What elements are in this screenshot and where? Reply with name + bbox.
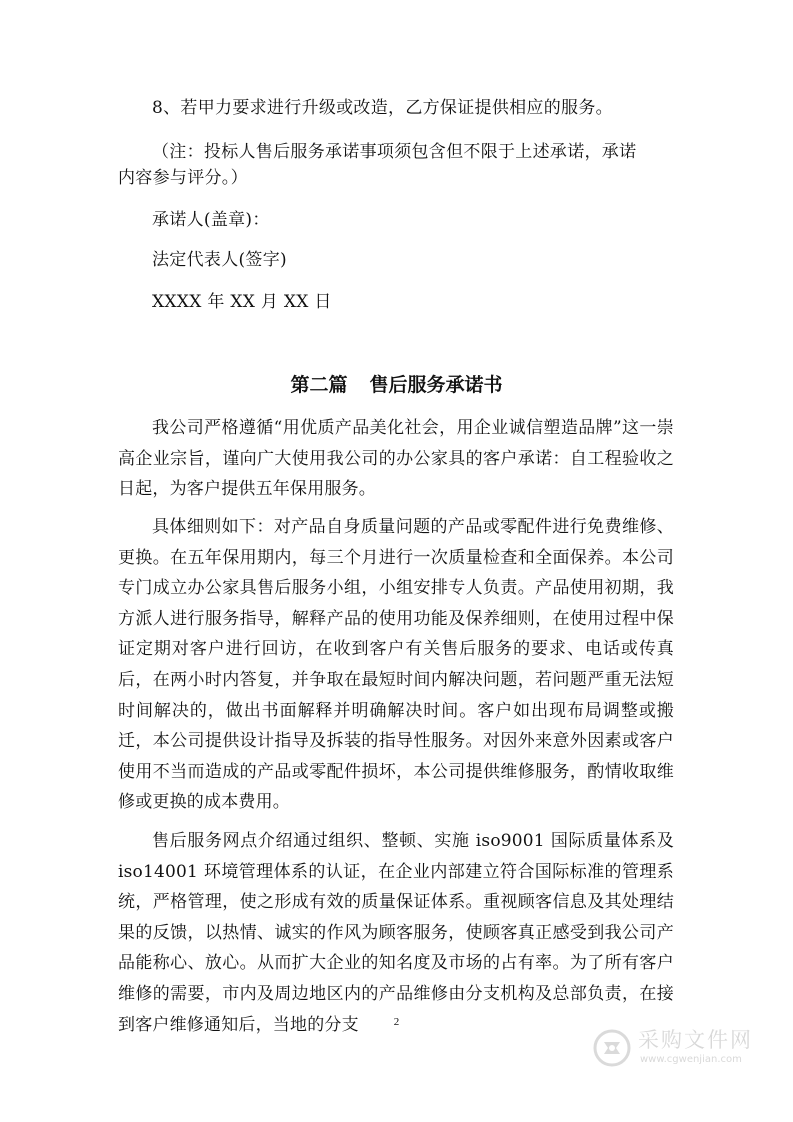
watermark-title: 采购文件网 xyxy=(638,1028,753,1052)
paragraph-commitment: 我公司严格遵循“用优质产品美化社会，用企业诚信塑造品牌”这一崇高企业宗旨，谨向广大使用我公司的办公家具的客户承诺：自工程验收之日起，为客户提供五年保用服务。 xyxy=(118,418,674,500)
legal-representative-line: 法定代表人(签字) xyxy=(152,250,287,270)
section-heading xyxy=(0,372,793,398)
date-line: XXXX 年 XX 月 XX 日 xyxy=(152,292,332,312)
note-line-2: 内容参与评分。） xyxy=(118,168,248,188)
paragraph-details: 具体细则如下：对产品自身质量问题的产品或零配件进行免费维修、更换。在五年保用期内，每三个月进行一次质量检查和全面保养。本公司专门成立办公家具售后服务小组，小组安排专人负责。产品使用初期，我方派人进行服务指导，解释产品的使用功能及保养细则，在使用过程中保证定期对客户进行回访，在收到客户有关售后服务的要求、电话或传真后，在两小时内答复，并争取在最短时间内解决问题，若问题严重无法短时间解决的，做出书面解释并明确解决时间。客户如出现布局调整或搬迁，本公司提供设计指导及拆装的指导性服务。对因外来意外因素或客户使用不当而造成的产品或零配件损坏，本公司提供维修服务，酌情收取维修或更换的成本费用。 xyxy=(118,517,674,813)
promisor-seal-line: 承诺人(盖章)： xyxy=(152,210,270,230)
paragraph-service-network: 售后服务网点介绍通过组织、整顿、实施 iso9001 国际质量体系及 iso14001 环境管理体系的认证，在企业内部建立符合国际标准的管理系统，严格管理，使之形成有效的质量保证体系。重视顾客信息及其处理结果的反馈，以热情、诚实的作风为顾客服务，使顾客真正感受到我公司产品能称心、放心。从而扩大企业的知名度及市场的占有率。为了所有客户维修的需要，市内及周边地区内的产品维修由分支机构及总部负责，在接到客户维修通知后，当地的分支 xyxy=(118,831,674,1035)
heading-part: 第二篇 xyxy=(290,374,348,396)
page-number: 2 xyxy=(393,1016,400,1028)
item-8-line: 8、若甲力要求进行升级或改造，乙方保证提供相应的服务。 xyxy=(152,98,613,118)
watermark-url: www.cgwenjian.com xyxy=(640,1054,742,1065)
cgwenjian-logo-icon xyxy=(592,1028,632,1068)
watermark xyxy=(592,1024,782,1072)
heading-title: 售后服务承诺书 xyxy=(369,374,503,396)
note-line-1: （注：投标人售后服务承诺事项须包含但不限于上述承诺，承诺 xyxy=(152,142,637,162)
